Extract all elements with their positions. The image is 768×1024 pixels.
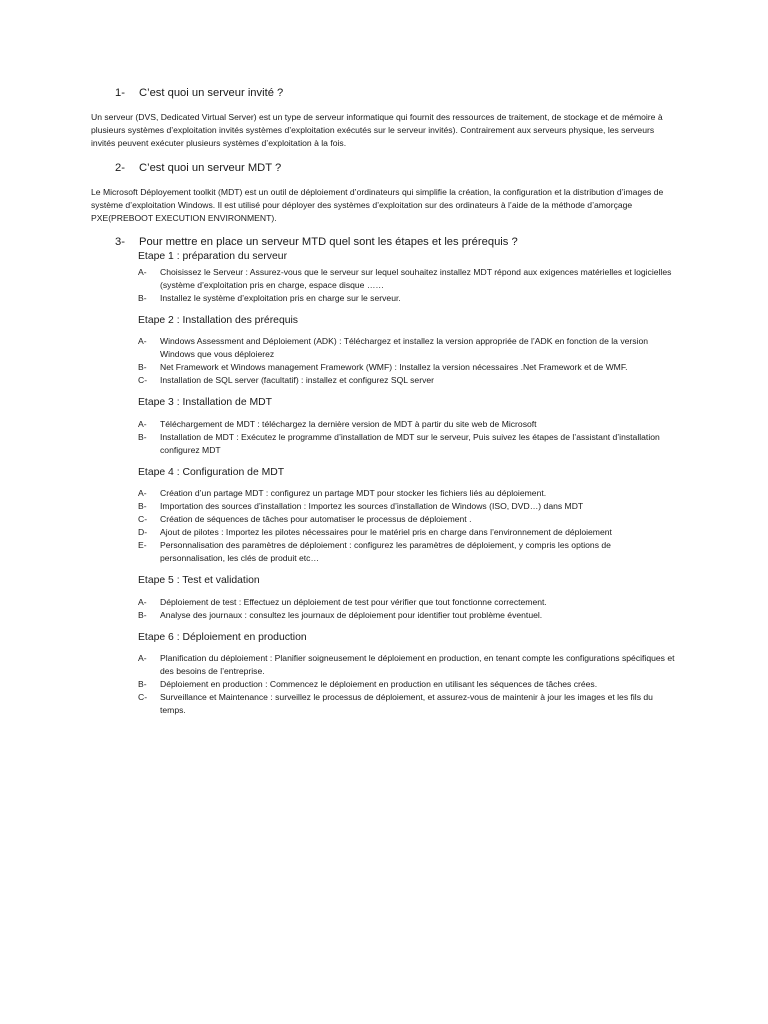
list-marker: A- (138, 266, 147, 277)
list-item (138, 487, 677, 500)
list-item-text: Planification du déploiement : Planifier soigneusement le déploiement en production, en tenant compte les configurations spécifiques et des besoins de l’entreprise. (160, 653, 675, 677)
list-item-text: Choisissez le Serveur : Assurez-vous que le serveur sur lequel souhaitez installez MDT répond aux exigences matérielles et logicielles (système d’exploitation pris en charge, espace disque …… (160, 266, 672, 290)
list-marker: C- (138, 692, 148, 703)
step-title: Etape 2 : Installation des prérequis (138, 314, 298, 326)
list-item-text: Création d’un partage MDT : configurez un partage MDT pour stocker les fichiers liés au déploiement. (160, 488, 547, 499)
question-number: 2- (115, 161, 125, 174)
list-item-text: Surveillance et Maintenance : surveillez le processus de déploiement, et assurez-vous de maintenir à jour les images et les fils du temps. (160, 692, 653, 716)
list-marker: A- (138, 653, 147, 664)
list-marker: A- (138, 418, 147, 429)
steps-list (138, 250, 677, 717)
list-item (138, 678, 677, 691)
list-item (138, 418, 677, 431)
list-marker: E- (138, 540, 147, 551)
list-marker: B- (138, 292, 147, 303)
list-item-text: Personnalisation des paramètres de déploiement : configurez les paramètres de déploiement, y compris les options de personnalisation, les clés de produit etc… (160, 540, 611, 564)
list-marker: B- (138, 679, 147, 690)
question-heading-1 (91, 86, 677, 101)
step-title: Etape 1 : préparation du serveur (138, 251, 288, 263)
step-title: Etape 3 : Installation de MDT (138, 397, 272, 409)
list-item (138, 335, 677, 361)
list-marker: B- (138, 362, 147, 373)
list-item (138, 292, 677, 305)
step-1 (138, 250, 677, 305)
list-marker: A- (138, 596, 147, 607)
list-item (138, 596, 677, 609)
step-title: Etape 6 : Déploiement en production (138, 631, 307, 643)
list-marker: B- (138, 609, 147, 620)
list-item-text: Importation des sources d’installation : Importez les sources d’installation de Windows (ISO, DVD…) dans MDT (160, 501, 584, 512)
list-item-text: Net Framework et Windows management Framework (WMF) : Installez la version nécessaires .Net Framework et de WMF. (160, 362, 628, 373)
list-item-text: Création de séquences de tâches pour automatiser le processus de déploiement . (160, 514, 472, 525)
list-marker: C- (138, 375, 148, 386)
question-number: 3- (115, 236, 125, 249)
step-3 (138, 396, 677, 457)
list-item (138, 513, 677, 526)
list-item-text: Installation de SQL server (facultatif) : installez et configurez SQL server (160, 375, 435, 386)
step-title: Etape 4 : Configuration de MDT (138, 466, 285, 478)
answer-paragraph-2: Le Microsoft Déployement toolkit (MDT) est un outil de déploiement d’ordinateurs qui simplifie la création, la configuration et la distribution d’images de système d’exploitation Windows. Il est utilisé pour déployer des systèmes d’exploitation sur des ordinateurs à l’aide de la méthode d’amorçage PXE(PREBOOT EXECUTION ENVIRONMENT). (91, 186, 664, 224)
list-item (138, 539, 677, 565)
question-heading-3 (91, 235, 677, 250)
list-item-text: Déploiement en production : Commencez le déploiement en production en utilisant les séquences de tâches crées. (160, 679, 598, 690)
list-item (138, 361, 677, 374)
list-item (138, 266, 677, 292)
question-text: C’est quoi un serveur MDT ? (139, 161, 282, 174)
list-item (138, 652, 677, 678)
list-item (138, 609, 677, 622)
list-marker: B- (138, 501, 147, 512)
list-marker: A- (138, 336, 147, 347)
step-2 (138, 314, 677, 388)
step-4 (138, 466, 677, 566)
list-item-text: Déploiement de test : Effectuez un déploiement de test pour vérifier que tout fonctionne correctement. (160, 596, 547, 607)
list-item (138, 431, 677, 457)
list-item (138, 526, 677, 539)
list-item-text: Installez le système d’exploitation pris en charge sur le serveur. (160, 292, 401, 303)
document-body (91, 86, 677, 726)
question-text: C’est quoi un serveur invité ? (139, 87, 284, 99)
list-item-text: Analyse des journaux : consultez les journaux de déploiement pour identifier tout problème éventuel. (160, 609, 543, 620)
list-marker: A- (138, 488, 147, 499)
list-item (138, 691, 677, 717)
list-item-text: Téléchargement de MDT : téléchargez la dernière version de MDT à partir du site web de Microsoft (160, 418, 537, 429)
list-item-text: Installation de MDT : Exécutez le programme d’installation de MDT sur le serveur, Puis suivez les étapes de l’assistant d’installation configurez MDT (160, 431, 660, 455)
answer-paragraph-1: Un serveur (DVS, Dedicated Virtual Server) est un type de serveur informatique qui fournit des ressources de traitement, de stockage et de mémoire à plusieurs systèmes d’exploitation invités systèmes d’exploitation exécutés sur le serveur invités). Contrairement aux serveurs physique, les serveurs invités peuvent exécuter plusieurs systèmes d’exploitation à la fois. (91, 112, 663, 149)
question-number: 1- (115, 87, 125, 99)
question-text: Pour mettre en place un serveur MTD quel sont les étapes et les prérequis ? (139, 236, 518, 249)
list-item-text: Ajout de pilotes : Importez les pilotes nécessaires pour le matériel pris en charge dans l’environnement de déploiement (160, 527, 612, 538)
step-6 (138, 631, 677, 718)
question-heading-2 (91, 161, 677, 176)
list-item (138, 374, 677, 387)
step-title: Etape 5 : Test et validation (138, 575, 260, 587)
list-item-text: Windows Assessment and Déploiement (ADK) : Téléchargez et installez la version appropriée de l’ADK en fonction de la version Windows que vous déploierez (160, 336, 649, 360)
list-item (138, 500, 677, 513)
list-marker: B- (138, 431, 147, 442)
list-marker: D- (138, 527, 148, 538)
list-marker: C- (138, 514, 148, 525)
step-5 (138, 574, 677, 622)
